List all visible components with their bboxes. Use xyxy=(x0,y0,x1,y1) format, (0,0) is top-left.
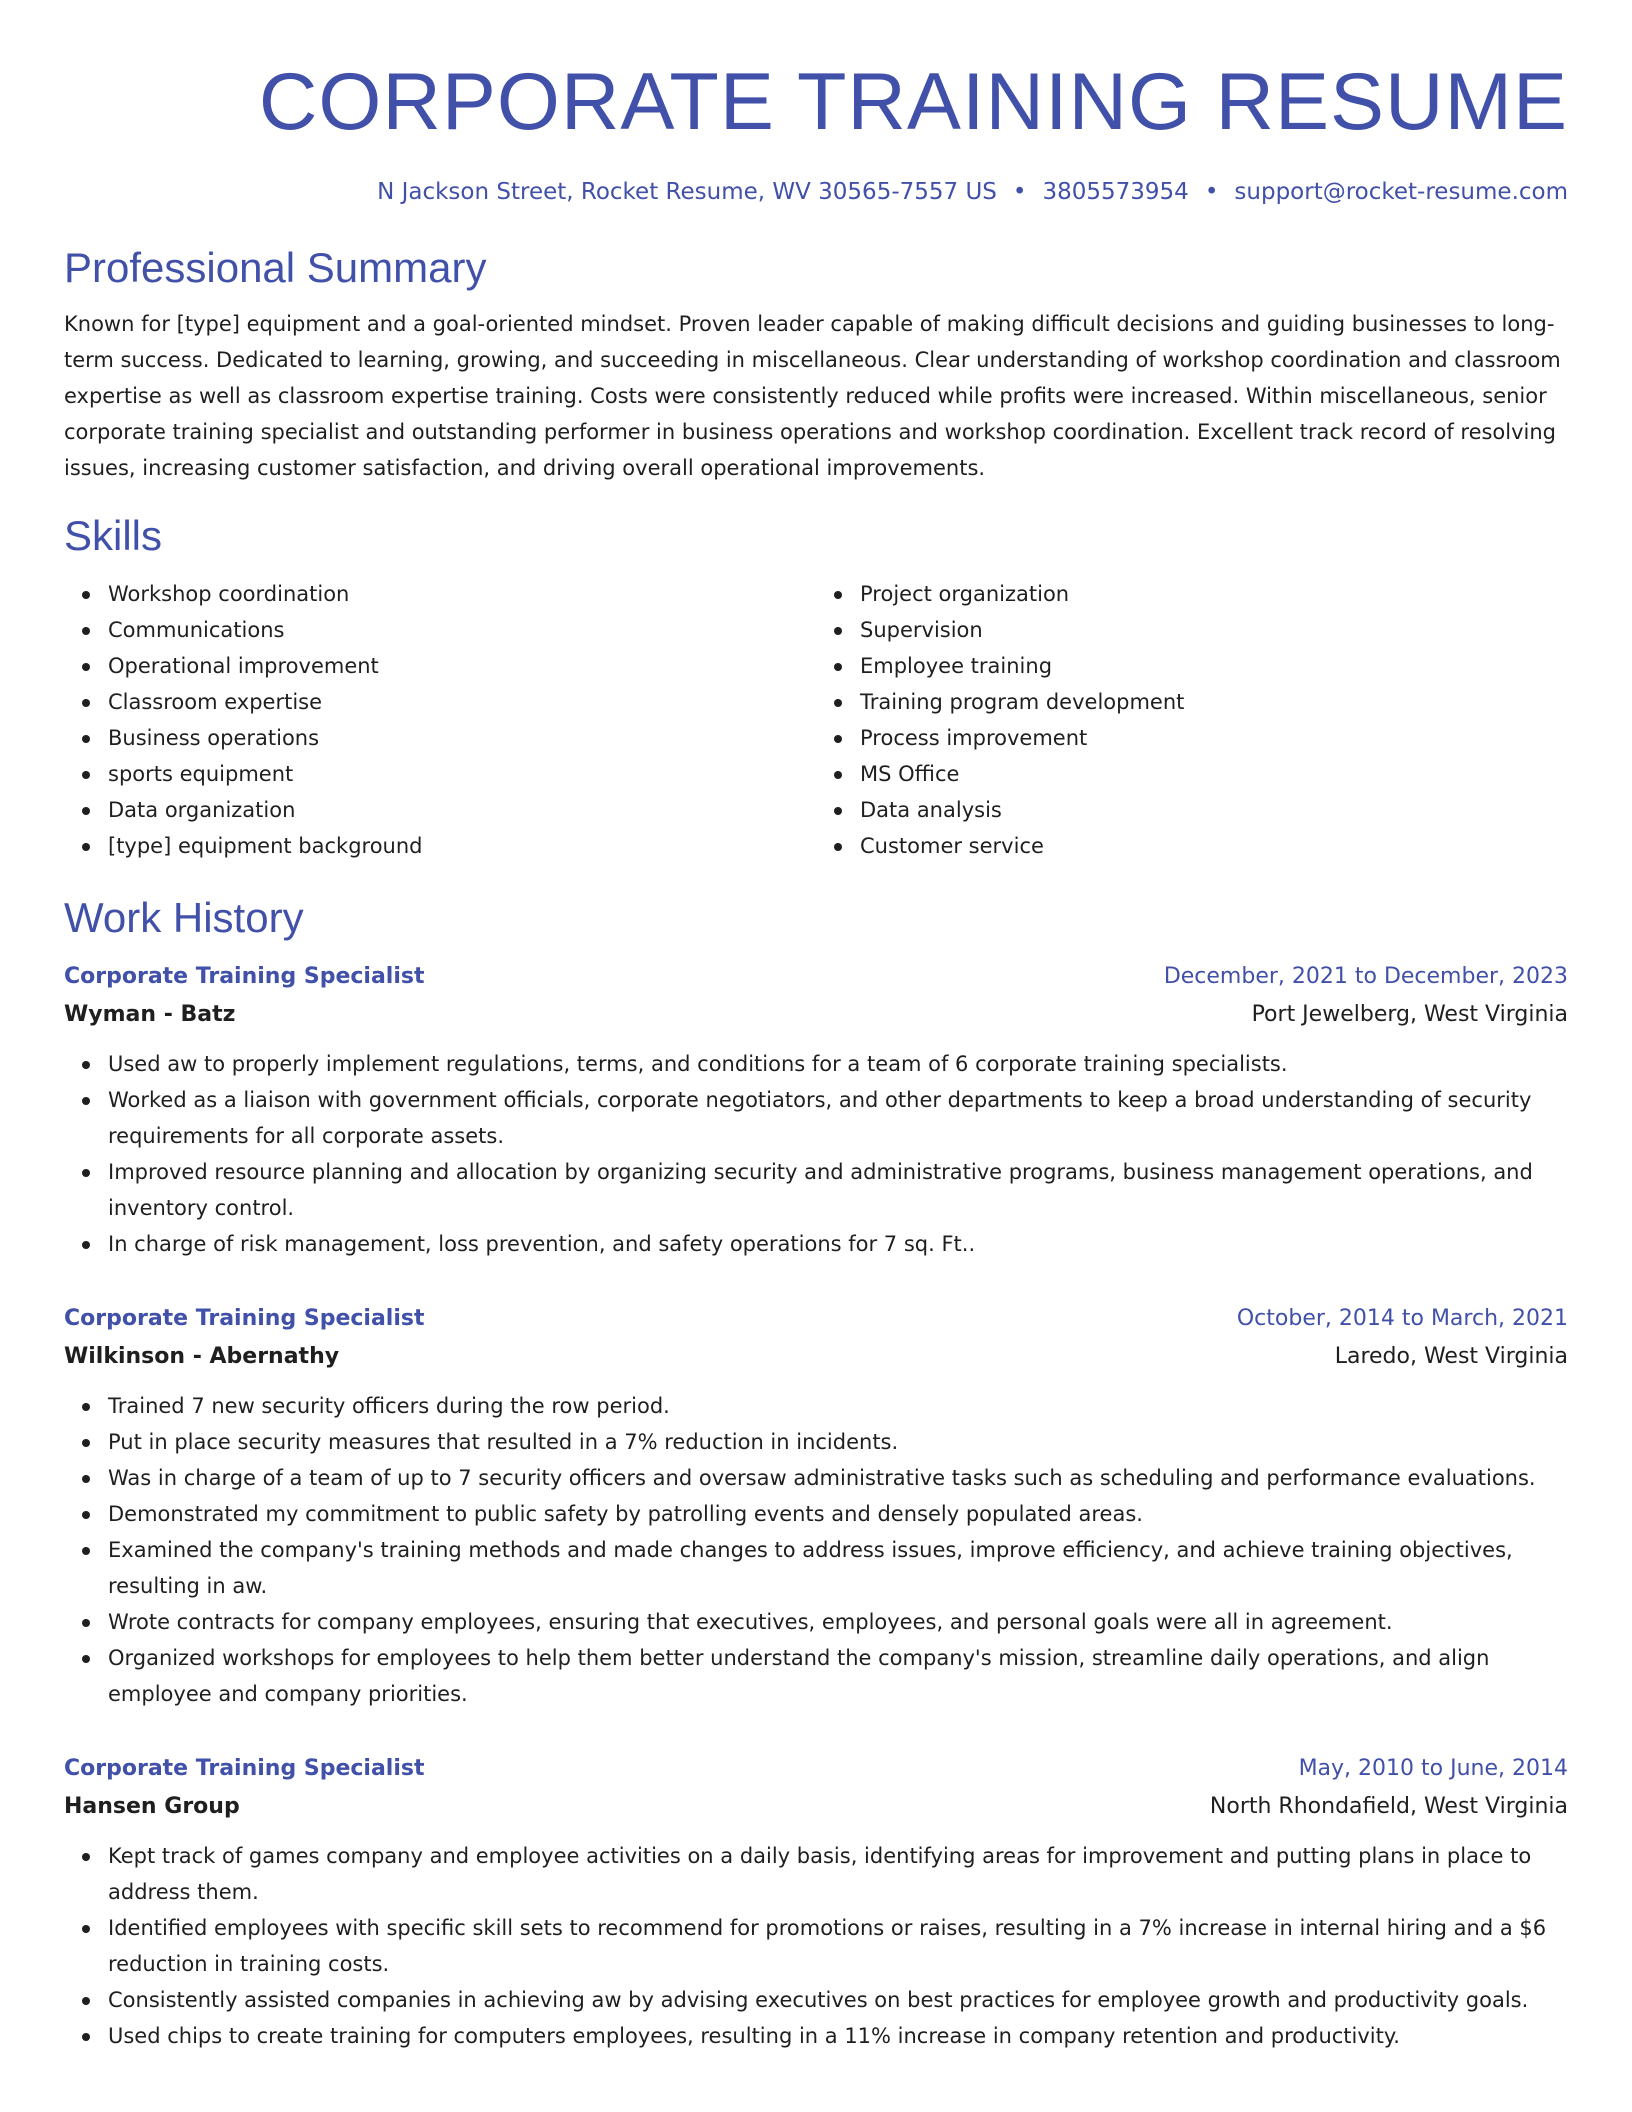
job-bullet: Was in charge of a team of up to 7 security officers and oversaw administrative tasks such as scheduling and performance evaluations. xyxy=(108,1460,1568,1496)
skill-item: Customer service xyxy=(860,828,1568,864)
job-bullet: Demonstrated my commitment to public safety by patrolling events and densely populated areas. xyxy=(108,1496,1568,1532)
job-entry xyxy=(64,1750,1568,2054)
skill-item: Process improvement xyxy=(860,720,1568,756)
skills-column-left xyxy=(64,576,816,864)
job-bullet: Worked as a liaison with government officials, corporate negotiators, and other departments to keep a broad understanding of security requirements for all corporate assets. xyxy=(108,1082,1568,1154)
summary-heading: Professional Summary xyxy=(64,244,487,291)
contact-email: support@rocket-resume.com xyxy=(1234,179,1568,205)
job-bullet: Used chips to create training for computers employees, resulting in a 11% increase in company retention and productivity. xyxy=(108,2018,1568,2054)
contact-address: N Jackson Street, Rocket Resume, WV 30565-7557 US xyxy=(377,179,997,205)
job-entry xyxy=(64,1300,1568,1712)
skill-item: Operational improvement xyxy=(108,648,816,684)
contact-phone: 3805573954 xyxy=(1042,179,1189,205)
job-bullet: Used aw to properly implement regulations, terms, and conditions for a team of 6 corporate training specialists. xyxy=(108,1046,1568,1082)
job-company: Wyman - Batz xyxy=(64,1002,236,1027)
contact-separator: • xyxy=(1012,179,1027,205)
job-entry xyxy=(64,958,1568,1262)
job-bullet: Put in place security measures that resulted in a 7% reduction in incidents. xyxy=(108,1424,1568,1460)
job-bullets xyxy=(64,1388,1568,1712)
job-location: North Rhondafield, West Virginia xyxy=(1209,1794,1568,1819)
skills-grid xyxy=(64,576,1568,864)
job-company: Hansen Group xyxy=(64,1794,240,1819)
job-location: Port Jewelberg, West Virginia xyxy=(1251,1002,1568,1027)
job-header-row xyxy=(64,1750,1568,1788)
skill-item: Data organization xyxy=(108,792,816,828)
skill-item: Employee training xyxy=(860,648,1568,684)
job-title: Corporate Training Specialist xyxy=(64,964,425,989)
skill-item: Supervision xyxy=(860,612,1568,648)
skill-item: Business operations xyxy=(108,720,816,756)
skill-item: sports equipment xyxy=(108,756,816,792)
skill-item: Communications xyxy=(108,612,816,648)
job-bullet: Kept track of games company and employee activities on a daily basis, identifying areas for improvement and putting plans in place to address them. xyxy=(108,1838,1568,1910)
job-company: Wilkinson - Abernathy xyxy=(64,1344,340,1369)
job-bullet: Improved resource planning and allocation by organizing security and administrative programs, business management operations, and inventory control. xyxy=(108,1154,1568,1226)
job-bullet: Wrote contracts for company employees, ensuring that executives, employees, and personal goals were all in agreement. xyxy=(108,1604,1568,1640)
skill-item: Data analysis xyxy=(860,792,1568,828)
job-title: Corporate Training Specialist xyxy=(64,1756,425,1781)
job-location: Laredo, West Virginia xyxy=(1334,1344,1568,1369)
job-dates: December, 2021 to December, 2023 xyxy=(1163,964,1568,989)
job-company-row xyxy=(64,1338,1568,1376)
job-dates: October, 2014 to March, 2021 xyxy=(1236,1306,1568,1331)
skill-item: Workshop coordination xyxy=(108,576,816,612)
job-header-row xyxy=(64,958,1568,996)
job-header-row xyxy=(64,1300,1568,1338)
contact-line xyxy=(64,176,1568,208)
work-history-heading: Work History xyxy=(64,894,304,941)
resume-header xyxy=(64,50,1568,208)
job-bullet: Examined the company's training methods and made changes to address issues, improve efficiency, and achieve training objectives, resulting in aw. xyxy=(108,1532,1568,1604)
skill-item: Classroom expertise xyxy=(108,684,816,720)
job-bullets xyxy=(64,1838,1568,2054)
job-company-row xyxy=(64,1788,1568,1826)
contact-separator: • xyxy=(1204,179,1219,205)
job-bullet: Consistently assisted companies in achieving aw by advising executives on best practices for employee growth and productivity goals. xyxy=(108,1982,1568,2018)
job-bullet: Identified employees with specific skill sets to recommend for promotions or raises, resulting in a 7% increase in internal hiring and a $6 reduction in training costs. xyxy=(108,1910,1568,1982)
job-bullet: Trained 7 new security officers during the row period. xyxy=(108,1388,1568,1424)
skills-column-right xyxy=(816,576,1568,864)
job-bullets xyxy=(64,1046,1568,1262)
skill-item: MS Office xyxy=(860,756,1568,792)
skill-item: Project organization xyxy=(860,576,1568,612)
job-bullet: In charge of risk management, loss prevention, and safety operations for 7 sq. Ft.. xyxy=(108,1226,1568,1262)
skill-item: Training program development xyxy=(860,684,1568,720)
job-company-row xyxy=(64,996,1568,1034)
skill-item: [type] equipment background xyxy=(108,828,816,864)
skills-heading: Skills xyxy=(64,512,163,559)
job-bullet: Organized workshops for employees to help them better understand the company's mission, streamline daily operations, and align employee and company priorities. xyxy=(108,1640,1568,1712)
job-dates: May, 2010 to June, 2014 xyxy=(1298,1756,1568,1781)
job-title: Corporate Training Specialist xyxy=(64,1306,425,1331)
summary-text: Known for [type] equipment and a goal-oriented mindset. Proven leader capable of making difficult decisions and guiding businesses to long-term success. Dedicated to learning, growing, and succeeding in miscellaneous. Clear understanding of workshop coordination and classroom expertise as well as classroom expertise training. Costs were consistently reduced while profits were increased. Within miscellaneous, senior corporate training specialist and outstanding performer in business operations and workshop coordination. Excellent track record of resolving issues, increasing customer satisfaction, and driving overall operational improvements. xyxy=(64,312,1561,480)
resume-title: CORPORATE TRAINING RESUME xyxy=(258,57,1568,147)
